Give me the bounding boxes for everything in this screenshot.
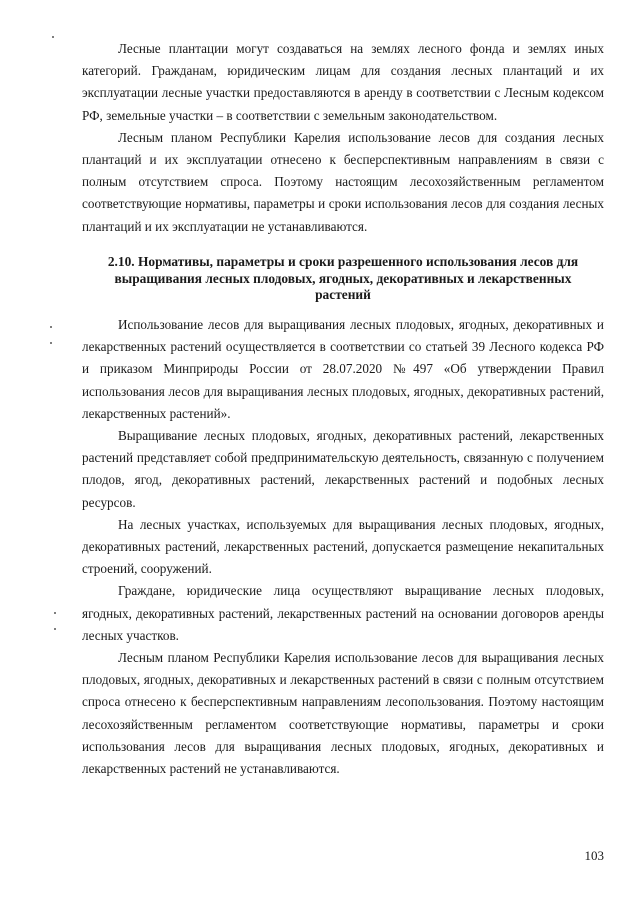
scan-speck — [50, 326, 52, 328]
text-block-bottom — [82, 314, 604, 780]
paragraph-cultivation-forest-plan: Лесным планом Республики Карелия использование лесов для выращивания лесных плодовых, ягодных, декоративных и лекарственных растений в связи с полным отсутствием спроса отнесено к бесперспективным направлениям лесопользования. Поэтому настоящим лесохозяйственным регламентом соответствующие нормативы, параметры и сроки использования лесов для выращивания лесных плодовых, ягодных, декоративных и лекарственных растений не устанавливаются. — [82, 650, 604, 777]
scan-speck — [50, 342, 52, 344]
scan-speck — [54, 612, 56, 614]
scan-speck — [54, 628, 56, 630]
paragraph-plantations-forest-plan: Лесным планом Республики Карелия использование лесов для создания лесных плантаций и их эксплуатации отнесено к бесперспективным направлениям в связи с полным отсутствием спроса. Поэтому настоящим лесохозяйственным регламентом соответствующие нормативы, параметры и сроки использования лесов для создания лесных плантаций и их эксплуатации не устанавливаются. — [82, 129, 604, 234]
paragraph-lease-agreements: Граждане, юридические лица осуществляют выращивание лесных плодовых, ягодных, декоративных растений, лекарственных растений на основании договоров аренды лесных участков. — [82, 583, 604, 643]
page-number: 103 — [584, 848, 604, 863]
paragraph-forest-plantations: Лесные плантации могут создаваться на землях лесного фонда и землях иных категорий. Гражданам, юридическим лицам для создания лесных плантаций и их эксплуатации лесные участки предоставляются в аренду в соответствии с Лесным кодексом РФ, земельные участки – в соответствии с земельным законодательством. — [82, 41, 604, 123]
paragraph-cultivation-definition: Выращивание лесных плодовых, ягодных, декоративных растений, лекарственных растений представляет собой предпринимательскую деятельность, связанную с получением плодов, ягод, декоративных растений, лекарственных растений и подобных лесных ресурсов. — [82, 428, 604, 510]
text-block-top — [82, 38, 604, 238]
paragraph-non-capital-structures: На лесных участках, используемых для выращивания лесных плодовых, ягодных, декоративных растений, лекарственных растений, допускается размещение некапитальных строений, сооружений. — [82, 516, 604, 577]
paragraph-legal-basis: Использование лесов для выращивания лесных плодовых, ягодных, декоративных и лекарственных растений осуществляется в соответствии со статьей 39 Лесного кодекса РФ и приказом Минприроды России от 28.07.2020 №497 «Об утверждении Правил использования лесов для выращивания лесных плодовых, ягодных, декоративных растений, лекарственных растений». — [82, 317, 604, 421]
scan-speck — [52, 36, 54, 38]
section-heading-2-10: 2.10. Нормативы, параметры и сроки разрешенного использования лесов для выращивания лесных плодовых, ягодных, декоративных и лекарственных растений — [107, 254, 579, 302]
